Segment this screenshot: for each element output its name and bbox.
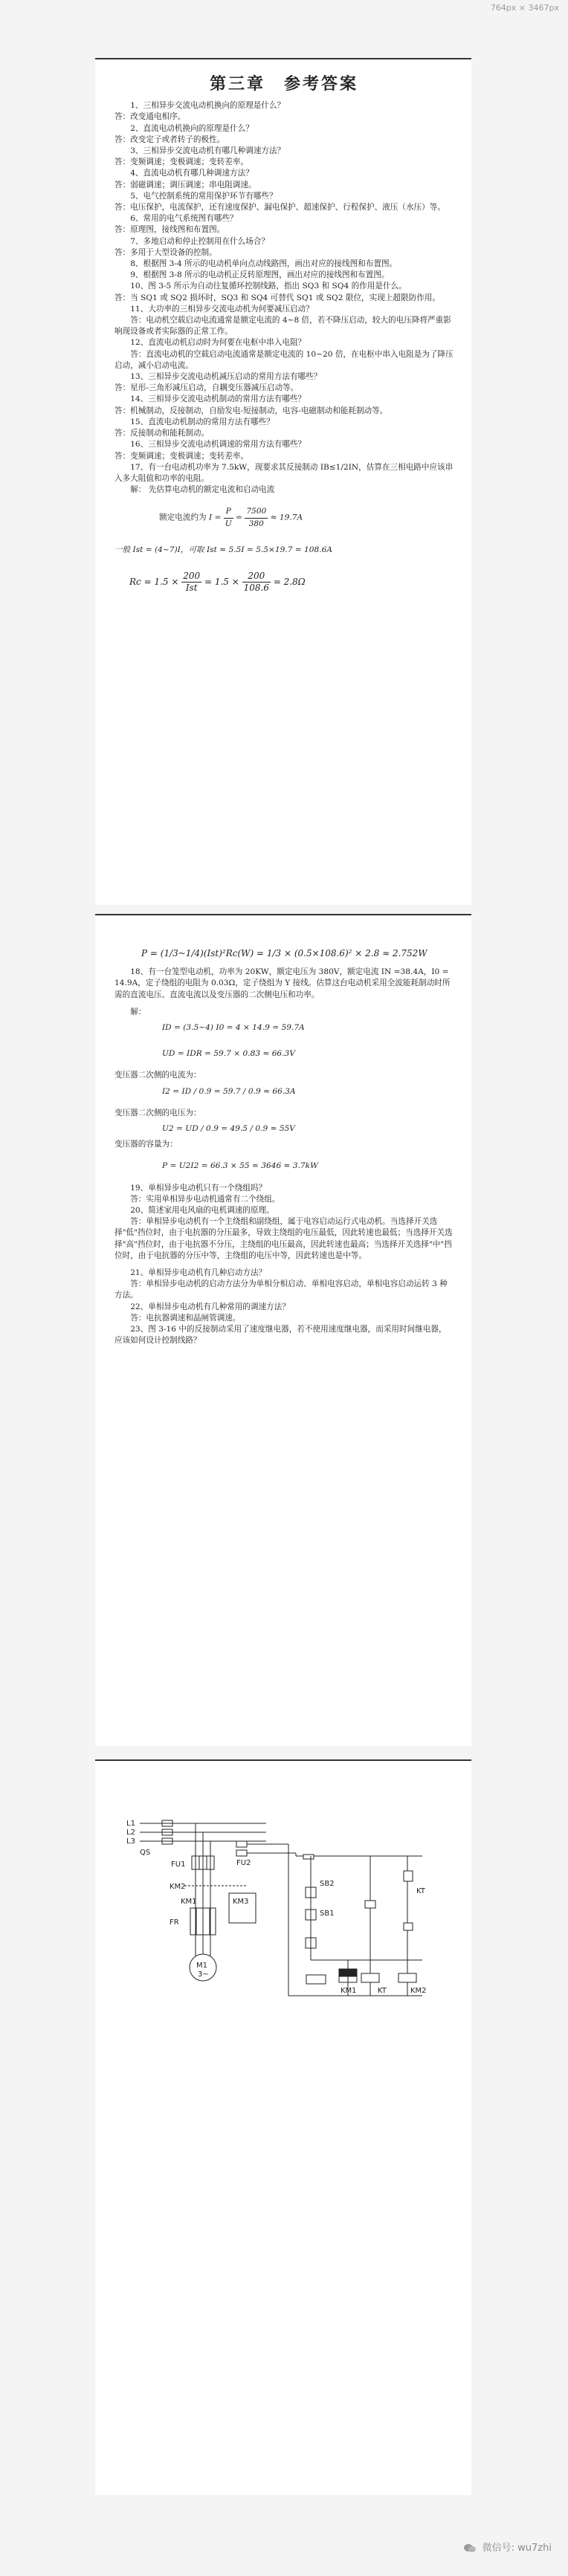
qa-line: 10、图 3-5 所示为自动往复循环控制线路，指出 SQ3 和 SQ4 的作用是什么。 xyxy=(130,282,407,291)
qa-line: 答：电抗器调速和晶闸管调速。 xyxy=(130,1313,241,1323)
label-qs: QS xyxy=(140,1849,151,1857)
qa-line: 解： xyxy=(130,1007,146,1016)
rc-formula xyxy=(114,571,454,594)
label-l1: L1 xyxy=(126,1820,135,1828)
qa-line: 2、直流电动机换向的原理是什么？ xyxy=(130,123,254,133)
wechat-watermark xyxy=(463,2540,552,2554)
label-coil-km2: KM2 xyxy=(410,1987,427,1995)
fraction xyxy=(181,571,201,594)
qa-line: 11、大功率的三相异步交流电动机为何要减压启动？ xyxy=(130,304,314,314)
frac-num: 7500 xyxy=(245,506,268,518)
frac-den: Ist xyxy=(185,583,198,594)
qa-line: 答：星形-三角形减压启动，自耦变压器减压启动等。 xyxy=(114,383,299,393)
qa-line: 12、直流电动机启动时为何要在电枢中串入电阻？ xyxy=(130,338,306,348)
label-km1: KM1 xyxy=(181,1898,197,1906)
label-fu2: FU2 xyxy=(236,1859,251,1867)
formula-text: = 2.8Ω xyxy=(273,577,306,588)
qa-line: 答：变频调速；变极调速；变转差率。 xyxy=(114,451,249,461)
qa-line: 答：改变通电相序。 xyxy=(114,112,186,122)
qa-line: 答：单相异步电动机的启动方法分为单相分相启动、单相电容启动，单相电容启动运转 3 种方法。 xyxy=(114,1279,448,1300)
formula-line: P = U2I2 = 66.3 × 55 ≈ 3646 ≈ 3.7kW xyxy=(162,1161,318,1171)
page-1 xyxy=(95,58,471,905)
qa-line: 答：弱磁调速；调压调速；串电阻调速。 xyxy=(114,180,256,189)
diagram-labels xyxy=(126,1820,427,1995)
qa-line: 答：单相异步电动机有一个主绕组和副绕组，属于电容启动运行式电动机。当选择开关选择"低"挡位时，由于电抗器的分压最多，导致主绕组的电压最低，因此转速也最低；当选择开关选择"高"挡位时，由于电抗器不分压，主绕组的电压最高，因此转速也最高；当选择开关选择"中"挡位时，由于电抗器的分压中等，主绕组的电压中等，因此转速也是中等。 xyxy=(114,1217,453,1260)
formula-line: UD = IDR = 59.7 × 0.83 ≈ 66.3V xyxy=(162,1049,295,1059)
header-rule xyxy=(95,1759,471,1761)
formula-line: ID = (3.5~4) I0 = 4 × 14.9 = 59.7A xyxy=(162,1023,305,1033)
formula-text: I = xyxy=(208,513,222,523)
fraction xyxy=(224,506,233,529)
qa-line: 答：当 SQ1 或 SQ2 损坏时，SQ3 和 SQ4 可替代 SQ1 或 SQ2 限位，实现上超限防作用。 xyxy=(114,293,440,302)
label-3phase: 3~ xyxy=(198,1970,209,1979)
label-fr: FR xyxy=(170,1918,179,1927)
qa-line: 答：机械制动，反接制动，自励发电-短接制动，电容-电磁制动和能耗制动等。 xyxy=(114,406,388,415)
label-m1: M1 xyxy=(196,1962,207,1970)
qa-line: 解： 先估算电动机的额定电流和启动电流 xyxy=(130,485,275,495)
formula-text: 额定电流约为 xyxy=(159,513,207,523)
qa-line: 变压器的容量为： xyxy=(114,1140,178,1149)
formula-line: U2 = UD / 0.9 = 49.5 / 0.9 ≈ 55V xyxy=(162,1124,295,1134)
qa-line: 答：直流电动机的空载启动电流通常是额定电流的 10~20 倍，在电枢中串入电阻是为了降压启动，减小启动电流。 xyxy=(114,349,454,370)
qa-line: 答：电动机空载启动电流通常是额定电流的 4~8 倍，若不降压启动，较大的电压降将严重影响现设备或者实际器的正常工作。 xyxy=(114,316,451,337)
frac-den: U xyxy=(225,519,232,528)
qa-line: 9、根据图 3-8 所示的电动机正反转原理图，画出对应的接线图和布置图。 xyxy=(130,270,390,280)
page-1-content xyxy=(114,71,454,598)
qa-line: 答：电压保护，电流保护，还有速度保护、漏电保护、超速保护、行程保护、液压（水压）等。 xyxy=(114,203,445,212)
qa-line: 变压器二次侧的电压为： xyxy=(114,1108,201,1117)
qa-line: 15、直流电动机制动的常用方法有哪些？ xyxy=(130,417,274,426)
qa-line: 8、根据图 3-4 所示的电动机单向点动线路图，画出对应的接线图和布置图。 xyxy=(130,259,398,269)
fraction xyxy=(245,506,268,529)
formula-text: Rc = 1.5 × xyxy=(129,577,179,588)
qa-line: 16、三相异步交流电动机调速的常用方法有哪些？ xyxy=(130,440,306,450)
qa-line: 17、有一台电动机功率为 7.5kW，现要求其反接制动 IB≤1/2IN，估算在三相电路中应该串入多大阻值和功率的电阻。 xyxy=(114,462,454,483)
control-circuit-diagram xyxy=(125,1811,452,2005)
rated-current-formula: 额定电流约为 I = $\frac{P}{U}$ = $\frac{7500}{380}$ ≈ 19.7A xyxy=(114,506,454,529)
frac-num: 200 xyxy=(242,571,271,583)
qa-line: 答：反接制动和能耗制动。 xyxy=(114,429,210,438)
chapter-title: 第三章 参考答案 xyxy=(209,74,358,94)
page-3 xyxy=(95,1759,471,2495)
qa-line: 变压器二次侧的电流为： xyxy=(114,1071,201,1080)
qa-line: 7、多地启动和停止控制用在什么场合？ xyxy=(130,236,270,246)
page-2-content xyxy=(114,941,454,1346)
label-l2: L2 xyxy=(126,1829,135,1837)
formula-text: = 1.5 × xyxy=(204,577,239,588)
frac-den: 108.6 xyxy=(243,583,269,594)
starting-current-formula: 一般 Ist = (4~7)I，可取 Ist ≈ 5.5I = 5.5×19.7 = 108.6A xyxy=(114,545,333,554)
frac-num: P xyxy=(224,506,233,518)
qa-line: 23、图 3-16 中的反接制动采用了速度继电器，若不使用速度继电器，而采用时间继电器，应该如何设计控制线路？ xyxy=(114,1325,447,1346)
qa-line: 答：多用于大型设备的控制。 xyxy=(114,247,217,257)
header-rule xyxy=(95,58,471,59)
watermark-text: 微信号: wu7zhi xyxy=(482,2543,552,2554)
qa-line: 22、单相异步电动机有几种常用的调速方法？ xyxy=(130,1302,290,1311)
qa-line: 20、简述家用电风扇的电机调速的原理。 xyxy=(130,1206,274,1216)
qa-line: 1、三相异步交流电动机换向的原理是什么？ xyxy=(130,101,285,111)
label-fu1: FU1 xyxy=(171,1860,186,1869)
qa-line: 14、三相异步交流电动机制动的常用方法有哪些？ xyxy=(130,395,306,404)
fraction xyxy=(242,571,271,594)
power-lines xyxy=(140,1820,296,1981)
label-sb2: SB2 xyxy=(320,1880,335,1888)
qa-line: 18、有一台笼型电动机，功率为 20KW，额定电压为 380V，额定电流 IN =38.4A，I0 = 14.9A，定子绕组的电阻为 0.03Ω，定子绕组为 Y 接线。估算这台电动机采用全波能耗制动时所需的直流电压、直流电流以及变压器的二次侧电压和功率。 xyxy=(114,967,451,999)
qa-line: 5、电气控制系统的常用保护环节有哪些？ xyxy=(130,191,277,201)
qa-line: 4、直流电动机有哪几种调速方法？ xyxy=(130,169,254,178)
formula-text: ≈ 19.7A xyxy=(270,513,303,523)
qa-line: 13、三相异步交流电动机减压启动的常用方法有哪些？ xyxy=(130,372,322,382)
label-coil-km1: KM1 xyxy=(341,1987,357,1995)
qa-line: 19、单相异步电动机只有一个绕组吗？ xyxy=(130,1183,267,1193)
qa-line: 3、三相异步交流电动机有哪几种调速方法？ xyxy=(130,146,285,156)
qa-line: 答：改变定子或者转子的极性。 xyxy=(114,134,225,144)
image-dimensions: 764px × 3467px xyxy=(490,3,559,13)
label-km3: KM3 xyxy=(233,1898,249,1906)
qa-line: 答：变频调速；变极调速；变转差率。 xyxy=(114,158,249,167)
label-coil-kt: KT xyxy=(378,1987,387,1995)
header-rule xyxy=(95,914,471,915)
qa-line: 6、常用的电气系统图有哪些？ xyxy=(130,214,238,224)
label-kt: KT xyxy=(416,1887,425,1895)
control-lines xyxy=(288,1844,422,1996)
qa-line: 21、单相异步电动机有几种启动方法？ xyxy=(130,1268,267,1278)
wechat-icon xyxy=(463,2543,477,2554)
label-l3: L3 xyxy=(126,1837,135,1846)
qa-line: 答：原理图，接线图和布置图。 xyxy=(114,225,225,235)
qa-line: 答：实用单相异步电动机通常有二个绕组。 xyxy=(130,1194,280,1204)
frac-num: 200 xyxy=(181,571,201,583)
label-sb1: SB1 xyxy=(320,1910,335,1918)
label-km2: KM2 xyxy=(170,1883,186,1891)
braking-power-formula: P = (1/3~1/4)(Ist)²Rc(W) = 1/3 × (0.5×108.6)² × 2.8 ≈ 2.752W xyxy=(141,948,427,958)
frac-den: 380 xyxy=(248,519,264,528)
page-2 xyxy=(95,914,471,1746)
formula-line: I2 = ID / 0.9 = 59.7 / 0.9 ≈ 66.3A xyxy=(162,1086,296,1096)
